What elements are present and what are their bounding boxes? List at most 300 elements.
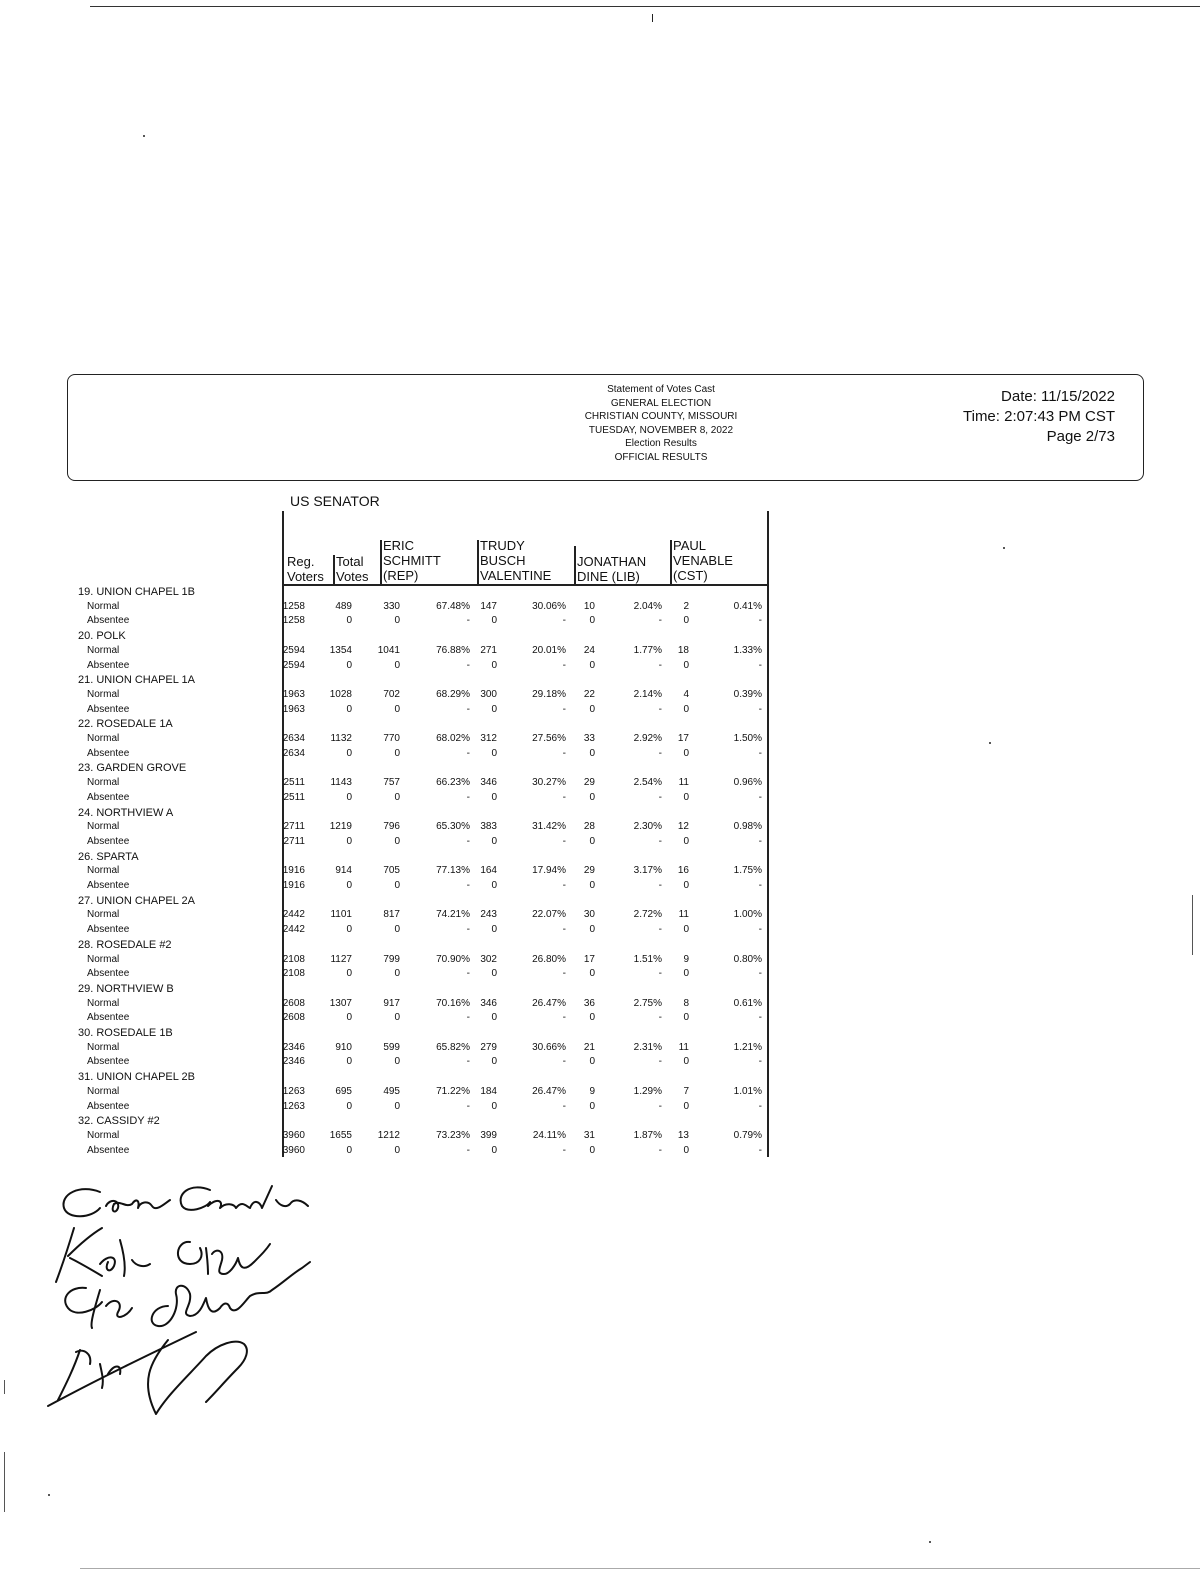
reg-voters-cell: 1263 bbox=[282, 1085, 305, 1097]
candidate-votes-cell: 0 bbox=[683, 747, 689, 759]
reg-voters-cell: 2108 bbox=[282, 953, 305, 965]
candidate-votes-cell: 757 bbox=[383, 777, 400, 789]
precinct-row bbox=[0, 1071, 780, 1085]
col-header-line: SCHMITT bbox=[383, 553, 441, 568]
vote-type-label: Normal bbox=[87, 1041, 120, 1053]
candidate-votes-cell: 0 bbox=[491, 659, 497, 671]
table-row bbox=[0, 645, 780, 659]
candidate-percent-cell: - bbox=[466, 968, 470, 980]
candidate-votes-cell: 147 bbox=[480, 600, 497, 612]
table-row bbox=[0, 660, 780, 674]
candidate-percent-cell: 74.21% bbox=[436, 909, 470, 921]
precinct-name: 29. NORTHVIEW B bbox=[78, 982, 174, 995]
vote-type-label: Normal bbox=[87, 688, 120, 700]
candidate-votes-cell: 0 bbox=[394, 659, 400, 671]
candidate-percent-cell: - bbox=[466, 924, 470, 936]
candidate-votes-cell: 0 bbox=[589, 615, 595, 627]
candidate-percent-cell: 1.50% bbox=[733, 733, 762, 744]
candidate-votes-cell: 33 bbox=[583, 733, 595, 744]
scan-speck bbox=[1003, 547, 1005, 549]
column-bracket bbox=[333, 555, 335, 584]
table-row bbox=[0, 1042, 780, 1056]
candidate-percent-cell: - bbox=[758, 703, 762, 715]
candidate-percent-cell: - bbox=[466, 703, 470, 715]
signature-stroke bbox=[58, 1350, 120, 1400]
candidate-percent-cell: - bbox=[466, 1056, 470, 1068]
total-votes-cell: 0 bbox=[346, 968, 352, 980]
candidate-votes-cell: 0 bbox=[491, 1012, 497, 1024]
candidate-percent-cell: 68.29% bbox=[436, 688, 470, 700]
candidate-votes-cell: 817 bbox=[383, 909, 400, 921]
precinct-row bbox=[0, 1115, 780, 1129]
candidate-percent-cell: - bbox=[466, 880, 470, 891]
candidate-votes-cell: 0 bbox=[491, 835, 497, 847]
candidate-percent-cell: 2.75% bbox=[633, 997, 662, 1009]
candidate-votes-cell: 13 bbox=[677, 1129, 689, 1141]
reg-voters-cell: 2511 bbox=[283, 777, 305, 789]
candidate-percent-cell: - bbox=[562, 835, 566, 847]
total-votes-cell: 1127 bbox=[330, 953, 352, 965]
candidate-percent-cell: 1.75% bbox=[733, 865, 762, 877]
candidate-votes-cell: 702 bbox=[383, 688, 400, 700]
title-line: TUESDAY, NOVEMBER 8, 2022 bbox=[588, 424, 734, 436]
report-time: Time: 2:07:43 PM CST bbox=[963, 408, 1115, 425]
precinct-row bbox=[0, 895, 780, 909]
candidate-votes-cell: 0 bbox=[394, 1012, 400, 1024]
candidate-votes-cell: 0 bbox=[589, 1144, 595, 1156]
candidate-votes-cell: 30 bbox=[583, 909, 595, 921]
candidate-votes-cell: 164 bbox=[480, 865, 497, 877]
vote-type-label: Absentee bbox=[87, 835, 130, 847]
candidate-percent-cell: - bbox=[658, 791, 662, 803]
reg-voters-cell: 3960 bbox=[282, 1144, 305, 1156]
candidate-percent-cell: 26.47% bbox=[532, 997, 566, 1009]
candidate-percent-cell: - bbox=[758, 659, 762, 671]
candidate-percent-cell: 65.30% bbox=[436, 821, 470, 833]
reg-voters-cell: 2594 bbox=[282, 644, 305, 656]
reg-voters-cell: 2108 bbox=[282, 968, 305, 980]
edge-scan-mark bbox=[1192, 895, 1193, 955]
title-line: Statement of Votes Cast bbox=[607, 384, 715, 395]
precinct-row bbox=[0, 630, 780, 644]
candidate-votes-cell: 0 bbox=[491, 703, 497, 715]
candidate-percent-cell: - bbox=[562, 703, 566, 715]
reg-voters-cell: 2594 bbox=[282, 659, 305, 671]
candidate-votes-cell: 0 bbox=[589, 924, 595, 936]
candidate-percent-cell: 26.47% bbox=[532, 1085, 566, 1097]
vote-type-label: Normal bbox=[87, 777, 120, 789]
candidate-votes-cell: 2 bbox=[683, 600, 689, 612]
candidate-votes-cell: 0 bbox=[589, 1012, 595, 1024]
candidate-percent-cell: - bbox=[466, 659, 470, 671]
candidate-percent-cell: 0.98% bbox=[733, 821, 762, 833]
candidate-votes-cell: 0 bbox=[491, 1144, 497, 1156]
precinct-name: 31. UNION CHAPEL 2B bbox=[78, 1071, 195, 1084]
candidate-votes-cell: 22 bbox=[583, 688, 595, 700]
candidate-votes-cell: 799 bbox=[383, 953, 400, 965]
vote-type-label: Normal bbox=[87, 865, 120, 877]
candidate-votes-cell: 0 bbox=[683, 1144, 689, 1156]
candidate-votes-cell: 302 bbox=[480, 953, 497, 965]
col-header-line: VENABLE bbox=[673, 553, 733, 568]
candidate-percent-cell: 1.87% bbox=[633, 1129, 662, 1141]
candidate-votes-cell: 0 bbox=[683, 615, 689, 627]
table-row bbox=[0, 689, 780, 703]
edge-scan-mark bbox=[4, 1380, 5, 1394]
report-date: Date: 11/15/2022 bbox=[1001, 388, 1115, 405]
candidate-votes-cell: 9 bbox=[589, 1085, 595, 1097]
candidate-votes-cell: 0 bbox=[589, 1100, 595, 1112]
bottom-scan-rule bbox=[80, 1568, 1200, 1569]
candidate-percent-cell: 0.80% bbox=[733, 953, 762, 965]
col-header-line: BUSCH bbox=[480, 553, 526, 568]
candidate-votes-cell: 243 bbox=[480, 909, 497, 921]
col-header-line: ERIC bbox=[383, 538, 415, 553]
precinct-name: 26. SPARTA bbox=[78, 850, 139, 863]
reg-voters-cell: 3960 bbox=[282, 1129, 305, 1141]
candidate-votes-cell: 31 bbox=[583, 1129, 595, 1141]
precinct-row bbox=[0, 983, 780, 997]
top-scan-tick bbox=[652, 14, 653, 22]
signature-stroke bbox=[181, 1186, 308, 1210]
signature-stroke bbox=[63, 1189, 170, 1216]
candidate-percent-cell: 2.72% bbox=[633, 909, 662, 921]
signature-stroke bbox=[178, 1242, 270, 1274]
candidate-votes-cell: 796 bbox=[383, 821, 400, 833]
table-row bbox=[0, 704, 780, 718]
candidate-percent-cell: 71.22% bbox=[436, 1085, 470, 1097]
candidate-percent-cell: 26.80% bbox=[532, 953, 566, 965]
candidate-votes-cell: 0 bbox=[394, 880, 400, 891]
candidate-percent-cell: 0.96% bbox=[733, 777, 762, 789]
reg-voters-cell: 2442 bbox=[282, 924, 305, 936]
candidate-votes-cell: 770 bbox=[383, 733, 400, 744]
candidate-percent-cell: 77.13% bbox=[436, 865, 470, 877]
reg-voters-cell: 2442 bbox=[282, 909, 305, 921]
candidate-percent-cell: 76.88% bbox=[436, 644, 470, 656]
candidate-votes-cell: 0 bbox=[394, 835, 400, 847]
candidate-percent-cell: - bbox=[758, 880, 762, 891]
table-row bbox=[0, 865, 780, 879]
candidate-votes-cell: 11 bbox=[678, 777, 689, 789]
candidate-percent-cell: 1.29% bbox=[633, 1085, 662, 1097]
candidate-percent-cell: 20.01% bbox=[532, 644, 566, 656]
candidate-votes-cell: 36 bbox=[583, 997, 595, 1009]
reg-voters-cell: 2346 bbox=[282, 1056, 305, 1068]
table-row bbox=[0, 821, 780, 835]
total-votes-cell: 0 bbox=[346, 791, 352, 803]
total-votes-cell: 0 bbox=[346, 703, 352, 715]
precinct-name: 32. CASSIDY #2 bbox=[78, 1115, 160, 1128]
candidate-votes-cell: 4 bbox=[683, 688, 689, 700]
precinct-name: 19. UNION CHAPEL 1B bbox=[78, 586, 195, 598]
table-row bbox=[0, 748, 780, 762]
candidate-percent-cell: 65.82% bbox=[436, 1041, 470, 1053]
candidate-percent-cell: - bbox=[562, 791, 566, 803]
vote-type-label: Normal bbox=[87, 733, 120, 744]
candidate-votes-cell: 0 bbox=[394, 1100, 400, 1112]
column-bracket bbox=[380, 540, 382, 584]
candidate-percent-cell: - bbox=[758, 835, 762, 847]
total-votes-cell: 1655 bbox=[329, 1129, 352, 1141]
scan-speck bbox=[143, 135, 145, 137]
table-row bbox=[0, 601, 780, 615]
candidate-percent-cell: - bbox=[562, 659, 566, 671]
candidate-votes-cell: 312 bbox=[480, 733, 497, 744]
reg-voters-cell: 2634 bbox=[282, 733, 305, 744]
candidate-votes-cell: 0 bbox=[491, 1056, 497, 1068]
candidate-percent-cell: - bbox=[758, 1144, 762, 1156]
candidate-percent-cell: 67.48% bbox=[436, 600, 470, 612]
candidate-percent-cell: 22.07% bbox=[532, 909, 566, 921]
vote-type-label: Absentee bbox=[87, 703, 130, 715]
total-votes-cell: 695 bbox=[335, 1085, 352, 1097]
candidate-percent-cell: - bbox=[758, 1056, 762, 1068]
candidate-percent-cell: 68.02% bbox=[436, 733, 470, 744]
candidate-votes-cell: 0 bbox=[394, 924, 400, 936]
reg-voters-cell: 1263 bbox=[282, 1100, 305, 1112]
candidate-votes-cell: 11 bbox=[678, 909, 689, 921]
candidate-votes-cell: 279 bbox=[480, 1041, 497, 1053]
total-votes-cell: 910 bbox=[335, 1041, 352, 1053]
page-number: Page 2/73 bbox=[1046, 428, 1115, 445]
precinct-name: 23. GARDEN GROVE bbox=[78, 762, 187, 775]
total-votes-cell: 489 bbox=[335, 600, 352, 612]
col-header-line: PAUL bbox=[673, 538, 706, 553]
candidate-votes-cell: 10 bbox=[583, 600, 595, 612]
table-row bbox=[0, 777, 780, 791]
candidate-percent-cell: 2.04% bbox=[633, 600, 662, 612]
candidate-votes-cell: 8 bbox=[683, 997, 689, 1009]
candidate-percent-cell: - bbox=[658, 924, 662, 936]
table-row bbox=[0, 1012, 780, 1026]
col-header-candidate-venable bbox=[673, 538, 733, 583]
contest-title: US SENATOR bbox=[290, 493, 380, 509]
candidate-votes-cell: 12 bbox=[677, 821, 689, 833]
precinct-row bbox=[0, 674, 780, 688]
total-votes-cell: 1307 bbox=[329, 997, 352, 1009]
candidate-votes-cell: 0 bbox=[683, 1012, 689, 1024]
reg-voters-cell: 2511 bbox=[283, 791, 305, 803]
candidate-percent-cell: 0.41% bbox=[733, 600, 762, 612]
candidate-votes-cell: 0 bbox=[683, 968, 689, 980]
col-header-line: Voters bbox=[287, 569, 324, 584]
candidate-votes-cell: 18 bbox=[677, 644, 689, 656]
candidate-votes-cell: 0 bbox=[589, 703, 595, 715]
candidate-percent-cell: - bbox=[658, 1056, 662, 1068]
total-votes-cell: 0 bbox=[346, 1144, 352, 1156]
candidate-votes-cell: 24 bbox=[583, 644, 595, 656]
title-line: OFFICIAL RESULTS bbox=[614, 451, 708, 463]
candidate-votes-cell: 0 bbox=[394, 1144, 400, 1156]
candidate-percent-cell: - bbox=[466, 1100, 470, 1112]
reg-voters-cell: 2711 bbox=[283, 821, 305, 833]
reg-voters-cell: 2634 bbox=[282, 747, 305, 759]
signature-stroke bbox=[56, 1228, 150, 1282]
candidate-votes-cell: 0 bbox=[491, 924, 497, 936]
candidate-percent-cell: 70.90% bbox=[436, 953, 470, 965]
candidate-percent-cell: - bbox=[562, 747, 566, 759]
col-header-line: VALENTINE bbox=[480, 568, 552, 583]
col-header-candidate-schmitt bbox=[383, 538, 441, 583]
candidate-votes-cell: 9 bbox=[683, 953, 689, 965]
col-header-line: Total bbox=[336, 554, 364, 569]
table-row bbox=[0, 1086, 780, 1100]
candidate-percent-cell: 66.23% bbox=[436, 777, 470, 789]
candidate-votes-cell: 0 bbox=[491, 747, 497, 759]
signature-stroke bbox=[48, 1332, 247, 1414]
candidate-percent-cell: - bbox=[466, 1012, 470, 1024]
table-row bbox=[0, 954, 780, 968]
vote-type-label: Normal bbox=[87, 909, 120, 921]
col-header-candidate-valentine bbox=[480, 538, 551, 583]
candidate-votes-cell: 917 bbox=[383, 997, 400, 1009]
candidate-votes-cell: 0 bbox=[394, 615, 400, 627]
total-votes-cell: 0 bbox=[346, 1056, 352, 1068]
total-votes-cell: 0 bbox=[346, 924, 352, 936]
scan-speck bbox=[989, 742, 991, 744]
col-header-line: Reg. bbox=[287, 554, 315, 569]
scan-speck bbox=[48, 1494, 50, 1496]
candidate-votes-cell: 705 bbox=[383, 865, 400, 877]
table-row bbox=[0, 1101, 780, 1115]
edge-scan-mark bbox=[4, 1452, 5, 1512]
candidate-percent-cell: - bbox=[466, 747, 470, 759]
vote-type-label: Normal bbox=[87, 600, 120, 612]
candidate-percent-cell: - bbox=[562, 968, 566, 980]
reg-voters-cell: 2346 bbox=[282, 1041, 305, 1053]
total-votes-cell: 0 bbox=[346, 880, 352, 891]
candidate-percent-cell: - bbox=[562, 1056, 566, 1068]
reg-voters-cell: 1916 bbox=[282, 880, 305, 891]
candidate-percent-cell: - bbox=[658, 659, 662, 671]
precinct-name: 28. ROSEDALE #2 bbox=[78, 938, 172, 951]
candidate-votes-cell: 383 bbox=[480, 821, 497, 833]
total-votes-cell: 0 bbox=[346, 1012, 352, 1024]
table-row bbox=[0, 968, 780, 982]
precinct-name: 30. ROSEDALE 1B bbox=[78, 1027, 173, 1039]
candidate-votes-cell: 0 bbox=[589, 880, 595, 891]
candidate-percent-cell: - bbox=[562, 924, 566, 936]
col-header-line: Votes bbox=[336, 569, 369, 584]
scan-speck bbox=[929, 1541, 931, 1543]
total-votes-cell: 1219 bbox=[329, 821, 352, 833]
signature-stroke bbox=[65, 1288, 132, 1328]
candidate-votes-cell: 29 bbox=[583, 865, 595, 877]
candidate-percent-cell: - bbox=[466, 1144, 470, 1156]
vote-type-label: Absentee bbox=[87, 1144, 130, 1156]
report-title-block bbox=[511, 383, 811, 465]
title-line: CHRISTIAN COUNTY, MISSOURI bbox=[584, 411, 738, 423]
candidate-percent-cell: - bbox=[758, 924, 762, 936]
candidate-percent-cell: 70.16% bbox=[436, 997, 470, 1009]
candidate-percent-cell: - bbox=[658, 747, 662, 759]
candidate-percent-cell: - bbox=[658, 703, 662, 715]
candidate-percent-cell: 0.79% bbox=[733, 1129, 762, 1141]
col-header-line: TRUDY bbox=[480, 538, 525, 553]
top-scan-rule bbox=[90, 6, 1200, 7]
precinct-name: 22. ROSEDALE 1A bbox=[78, 718, 173, 731]
col-header-line: JONATHAN bbox=[577, 554, 647, 569]
candidate-percent-cell: - bbox=[758, 1100, 762, 1112]
total-votes-cell: 0 bbox=[346, 747, 352, 759]
total-votes-cell: 1354 bbox=[329, 644, 352, 656]
table-row bbox=[0, 836, 780, 850]
candidate-votes-cell: 0 bbox=[394, 703, 400, 715]
candidate-votes-cell: 17 bbox=[677, 733, 689, 744]
candidate-votes-cell: 28 bbox=[583, 821, 595, 833]
col-header-line: (CST) bbox=[673, 568, 708, 583]
candidate-percent-cell: - bbox=[466, 791, 470, 803]
col-header-line: (REP) bbox=[383, 568, 419, 583]
candidate-votes-cell: 0 bbox=[589, 747, 595, 759]
vote-type-label: Absentee bbox=[87, 747, 130, 759]
candidate-percent-cell: - bbox=[758, 615, 762, 627]
vote-type-label: Absentee bbox=[87, 659, 130, 671]
candidate-percent-cell: - bbox=[658, 1012, 662, 1024]
title-line: Election Results bbox=[625, 438, 697, 450]
total-votes-cell: 0 bbox=[346, 1100, 352, 1112]
table-row bbox=[0, 1145, 780, 1159]
vote-type-label: Absentee bbox=[87, 1100, 130, 1112]
candidate-percent-cell: - bbox=[562, 1144, 566, 1156]
vote-type-label: Normal bbox=[87, 1129, 120, 1141]
vote-type-label: Absentee bbox=[87, 968, 130, 980]
candidate-votes-cell: 271 bbox=[480, 644, 497, 656]
vote-type-label: Normal bbox=[87, 997, 120, 1009]
candidate-votes-cell: 0 bbox=[491, 968, 497, 980]
candidate-percent-cell: 3.17% bbox=[633, 865, 662, 877]
candidate-votes-cell: 0 bbox=[683, 703, 689, 715]
precinct-row bbox=[0, 1027, 780, 1041]
candidate-votes-cell: 1212 bbox=[377, 1129, 400, 1141]
table-row bbox=[0, 733, 780, 747]
table-row bbox=[0, 792, 780, 806]
candidate-votes-cell: 346 bbox=[480, 997, 497, 1009]
candidate-percent-cell: 30.66% bbox=[532, 1041, 566, 1053]
report-meta bbox=[963, 387, 1115, 447]
table-row bbox=[0, 880, 780, 894]
candidate-percent-cell: 24.11% bbox=[532, 1129, 566, 1141]
candidate-percent-cell: 1.33% bbox=[733, 644, 762, 656]
candidate-percent-cell: 31.42% bbox=[532, 821, 566, 833]
reg-voters-cell: 1258 bbox=[282, 615, 305, 627]
candidate-votes-cell: 346 bbox=[480, 777, 497, 789]
precinct-name: 24. NORTHVIEW A bbox=[78, 806, 174, 819]
total-votes-cell: 1143 bbox=[330, 777, 352, 789]
candidate-votes-cell: 0 bbox=[683, 659, 689, 671]
candidate-percent-cell: 2.92% bbox=[633, 733, 662, 744]
table-row bbox=[0, 909, 780, 923]
candidate-votes-cell: 1041 bbox=[377, 644, 400, 656]
candidate-percent-cell: - bbox=[658, 880, 662, 891]
candidate-percent-cell: 0.39% bbox=[733, 688, 762, 700]
candidate-percent-cell: 2.14% bbox=[633, 688, 662, 700]
precinct-row bbox=[0, 851, 780, 865]
candidate-percent-cell: - bbox=[562, 1100, 566, 1112]
candidate-votes-cell: 17 bbox=[583, 953, 595, 965]
reg-voters-cell: 1916 bbox=[282, 865, 305, 877]
candidate-percent-cell: - bbox=[562, 1012, 566, 1024]
reg-voters-cell: 2711 bbox=[283, 835, 305, 847]
candidate-votes-cell: 0 bbox=[491, 1100, 497, 1112]
total-votes-cell: 1132 bbox=[330, 733, 352, 744]
candidate-percent-cell: - bbox=[466, 835, 470, 847]
candidate-percent-cell: - bbox=[758, 791, 762, 803]
candidate-percent-cell: 1.00% bbox=[733, 909, 762, 921]
col-header-total-votes bbox=[336, 554, 369, 584]
total-votes-cell: 0 bbox=[346, 659, 352, 671]
